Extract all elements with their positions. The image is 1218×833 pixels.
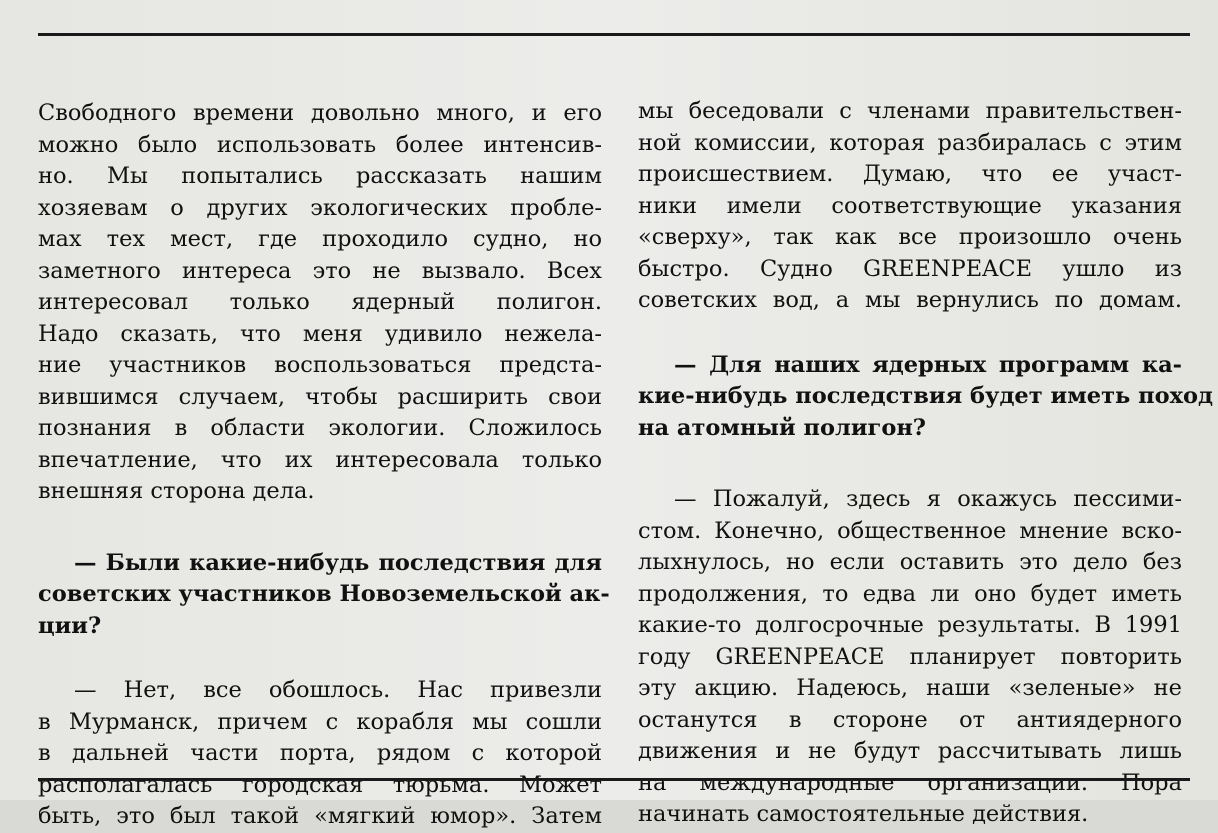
left-column <box>38 98 610 833</box>
question-1 <box>38 548 610 643</box>
text-line: стом. Конечно, общественное мнение вско- <box>638 517 1182 544</box>
text-line: году GREENPEACE планирует повторить <box>638 643 1182 670</box>
text-line: какие-то долгосрочные результаты. В 1991 <box>638 612 1182 638</box>
text-line: движения и не будут рассчитывать лишь <box>638 738 1182 764</box>
question-line: кие-нибудь последствия будет иметь поход <box>638 383 1214 409</box>
text-line: впечатление, что их интересовала только <box>38 446 602 473</box>
text-line: внешняя сторона дела. <box>38 478 315 504</box>
question-line: советских участников Новоземельской ак- <box>38 581 610 607</box>
text-line: происшествием. Думаю, что ее участ- <box>638 161 1182 187</box>
text-line: в дальней части порта, рядом с которой <box>38 740 602 766</box>
text-line: продолжения, то едва ли оно будет иметь <box>638 580 1182 607</box>
top-rule <box>38 33 1190 36</box>
text-line: лыхнулось, но если оставить это дело без <box>638 549 1182 575</box>
text-line: — Нет, все обошлось. Нас привезли <box>74 677 602 703</box>
text-line: советских вод, а мы вернулись по домам. <box>638 287 1182 313</box>
text-line: но. Мы попытались рассказать нашим <box>38 163 602 189</box>
text-line: интересовал только ядерный полигон. <box>38 289 602 315</box>
text-line: эту акцию. Надеюсь, наши «зеленые» не <box>638 675 1182 701</box>
question-line: ции? <box>38 612 102 639</box>
question-line: — Были какие-нибудь последствия для <box>74 549 602 576</box>
text-line: ники имели соответствующие указания <box>638 192 1182 219</box>
text-line: можно было использовать более интенсив- <box>38 131 602 158</box>
text-line: хозяевам о других экологических пробле- <box>38 194 602 221</box>
question-line: на атомный полигон? <box>638 414 926 441</box>
text-line: начинать самостоятельные действия. <box>638 801 1089 827</box>
question-2 <box>638 350 1214 445</box>
text-line: располагалась городская тюрьма. Может <box>38 771 602 798</box>
text-line: познания в области экологии. Сложилось <box>38 415 602 441</box>
text-line: «сверху», так как все произошло очень <box>638 224 1182 250</box>
text-line: в Мурманск, причем с корабля мы сошли <box>38 708 602 735</box>
text-line: быстро. Судно GREENPEACE ушло из <box>638 255 1182 282</box>
text-line: Свободного времени довольно много, и его <box>38 100 602 126</box>
text-line: вившимся случаем, чтобы расширить свои <box>38 383 602 410</box>
text-line: быть, это был такой «мягкий юмор». Затем <box>38 803 602 829</box>
text-line: останутся в стороне от антиядерного <box>638 706 1182 733</box>
spacer <box>38 508 602 548</box>
text-line: заметного интереса это не вызвало. Всех <box>38 257 602 284</box>
spacer <box>38 642 602 675</box>
question-line: — Для наших ядерных программ ка- <box>674 351 1182 378</box>
right-paragraph-1 <box>638 96 1182 317</box>
answer-1 <box>38 675 602 833</box>
left-paragraph-1 <box>38 98 602 508</box>
spacer <box>638 317 1182 350</box>
right-column <box>638 96 1214 831</box>
text-line: мах тех мест, где проходило судно, но <box>38 226 602 252</box>
text-line: ной комиссии, которая разбиралась с этим <box>638 129 1182 156</box>
bottom-rule <box>38 778 1190 781</box>
text-line: — Пожалуй, здесь я окажусь пессими- <box>674 486 1182 512</box>
text-line: на международные организации. Пора <box>638 769 1182 796</box>
spacer <box>638 444 1182 484</box>
text-line: мы беседовали с членами правительствен- <box>638 98 1182 124</box>
text-line: ние участников воспользоваться предста- <box>38 352 602 378</box>
text-line: Надо сказать, что меня удивило нежела- <box>38 320 602 347</box>
